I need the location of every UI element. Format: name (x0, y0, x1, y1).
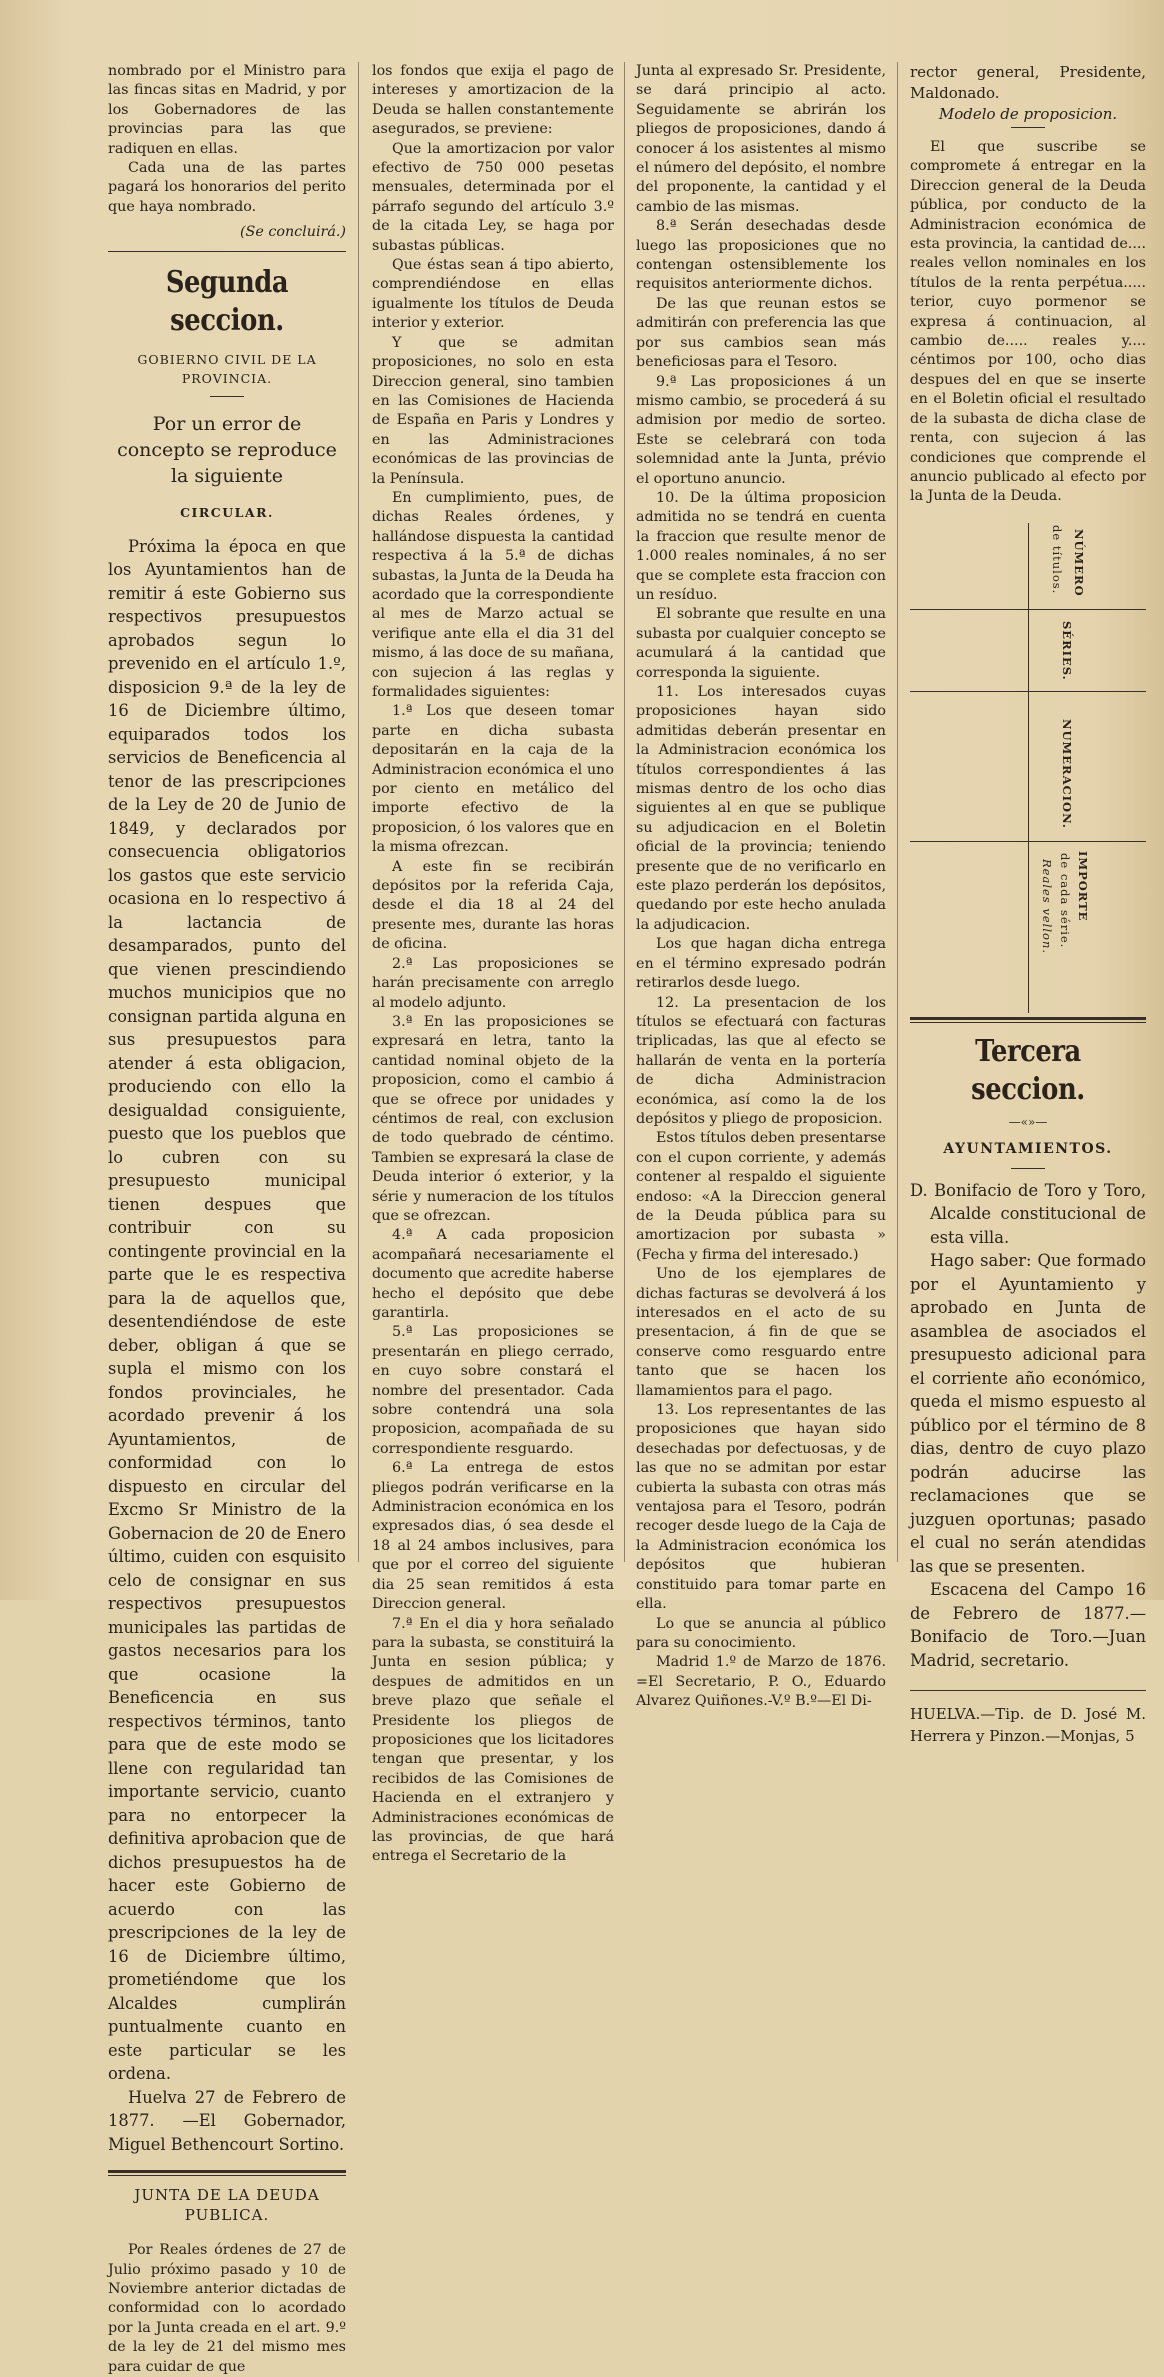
rule-11: 11. Los interesados cuyas proposiciones hayan sido admitidas deberán presentar en la Administracion económica los títulos correspondientes á las mismas dentro de los ocho dias siguientes al en que se publique su adjudicacion en el Boletin oficial de la provincia; teniendo presente que de no verificarlo en este plazo perderán los depósitos, quedando por este hecho anulada la adjudicacion. (636, 684, 886, 933)
column-3 (636, 62, 886, 1712)
paragraph: Que éstas sean á tipo abierto, comprendiéndose en ellas igualmente los títulos de Deuda interior y exterior. (372, 257, 614, 332)
gobierno-civil-heading: GOBIERNO CIVIL DE LA PROVINCIA. (137, 351, 317, 387)
rule-3: 3.ª En las proposiciones se expresará en letra, tanto la cantidad nominal objeto de la proposicion, como el cambio á que se ofrece por unidades y céntimos de real, con exclusion de todo quebrado de céntimo. Tambien se expresará la clase de Deuda interior ó exterior, y la série y numeracion de los títulos que se ofrezcan. (372, 1013, 614, 1224)
dash (210, 396, 244, 397)
paragraph: Los que hagan dicha entrega en el término expresado podrán retirarlos desde luego. (636, 936, 886, 992)
dash (1011, 127, 1045, 128)
col-header-series: SÉRIES. (1060, 620, 1074, 681)
paragraph: los fondos que exija el pago de intereses y amortizacion de la Deuda se hallen constantemente asegurados, se previene: (372, 63, 614, 138)
paragraph: Que la amortizacion por valor efectivo de 750 000 pesetas mensuales, determinada por el párrafo segundo del artículo 3.º de la citada Ley, se haga por subastas públicas. (372, 140, 614, 254)
table-vline (1028, 523, 1029, 1013)
divider (108, 251, 346, 252)
continued-text: nombrado por el Ministro para las fincas sitas en Madrid, y por los Gobernadores de las provincias para las que radiquen en ellas. (108, 63, 346, 157)
column-rule (624, 62, 625, 1562)
alcalde-heading: D. Bonifacio de Toro y Toro, Alcalde constitucional de esta villa. (910, 1180, 1146, 1247)
col-header-importe-sub: de cada série. (1058, 852, 1072, 949)
proposal-table (910, 523, 1146, 1013)
ornament: —«»— (1008, 1114, 1048, 1129)
col-header-importe-unit: Reales vellon. (1040, 858, 1054, 954)
paragraph: rector general, Presidente, Maldonado. (910, 63, 1146, 102)
col-header-numeracion: NUMERACION. (1060, 718, 1074, 829)
rule-9: 9.ª Las proposiciones á un mismo cambio, se procederá á su admision por medio de sorteo. Este se celebrará con toda solemnidad ante la Junta, prévio el oportuno anuncio. (636, 373, 886, 487)
junta-body: Por Reales órdenes de 27 de Julio próximo pasado y 10 de Noviembre anterior dictadas de conformidad con lo acordado por la Junta creada en el art. 9.º de la ley de 21 del mismo mes para cuidar de que (108, 2242, 346, 2375)
divider-double (910, 1017, 1146, 1023)
rule-7: 7.ª En el dia y hora señalado para la subasta, se constituirá la Junta en sesion pública; y despues de admitidos en un breve plazo que señale el Presidente los pliegos de proposiciones que los licitadores tengan que presentar, y los recibidos de las Comisiones de Hacienda en el extranjero y Administraciones económicas de las provincias, de que hará entrega el Secretario de la (372, 1615, 614, 1865)
column-rule (358, 62, 359, 1562)
column-rule (897, 62, 898, 1562)
column-2 (372, 62, 614, 1867)
table-row-rule (910, 609, 1146, 610)
column-4 (910, 62, 1146, 1747)
rule-12: 12. La presentacion de los títulos se efectuará con facturas triplicadas, las que al efecto se hallarán de venta en la portería de dicha Administracion económica, así como la de los depósitos y pliego de proposicion. (636, 994, 886, 1127)
paragraph: Y que se admitan proposiciones, no solo en esta Direccion general, sino tambien en las Comisiones de Hacienda de España en Paris y Londres y en las Administraciones económicas de las provincias de la Península. (372, 334, 614, 487)
table-row-rule (910, 841, 1146, 842)
paragraph: En cumplimiento, pues, de dichas Reales órdenes, y hallándose dispuesta la cantidad respectiva á la 5.ª de dichas subastas, la Junta de la Deuda ha acordado que la correspondiente al mes de Marzo actual se verifique ante ella el dia 31 del mismo, á las doce de su mañana, con sujecion á las reglas y formalidades siguientes: (372, 489, 614, 700)
col-header-importe: IMPORTE (1076, 850, 1090, 922)
divider (910, 1690, 1146, 1691)
junta-deuda-heading: JUNTA DE LA DEUDA PUBLICA. (134, 2186, 320, 2224)
rule-4: 4.ª A cada proposicion acompañará necesariamente el documento que acredite haberse hecho el depósito que debe garantirla. (372, 1227, 614, 1321)
paragraph: Lo que se anuncia al público para su conocimiento. (636, 1615, 886, 1651)
imprint: HUELVA.—Tip. de D. José M. Herrera y Pinzon.—Monjas, 5 (910, 1705, 1146, 1746)
rule-13: 13. Los representantes de las proposiciones que hayan sido desechadas por defectuosas, y de las que no se admitan por estar cubierta la subasta con otras más ventajosa para el Tesoro, podrán recoger desde luego de la Caja de la Administracion económica los depósitos que hubieran constituido para tomar parte en ella. (636, 1402, 886, 1613)
table-row-rule (910, 691, 1146, 692)
paragraph: Uno de los ejemplares de dichas facturas se devolverá á los interesados en el acto de su presentacion, á fin de que se conserve como resguardo entre tanto que se hacen los llamamientos para el pago. (636, 1266, 886, 1399)
modelo-heading: Modelo de proposicion. (938, 105, 1118, 123)
divider-double (108, 2170, 346, 2176)
column-1 (108, 62, 346, 2377)
col-header-numero: NÚMERO (1072, 528, 1086, 597)
circular-heading: CIRCULAR. (180, 505, 274, 521)
rule-8: 8.ª Serán desechadas desde luego las proposiciones que no contengan ostensiblemente los requisitos anteriormente dichos. (636, 218, 886, 293)
modelo-body: El que suscribe se compromete á entregar en la Direccion general de la Deuda pública, por conducto de la Administracion económica de esta provincia, la cantidad de.... reales vellon nominales en los títulos de la renta perpétua..... terior, cuyo pormenor se expresa á continuacion, al cambio de..... reales y.... céntimos por 100, ocho dias despues del en que se inserte en el Boletin oficial el resultado de la subasta de dicha clase de renta, con sujecion á las condiciones que comprende el anuncio publicado al efecto por la Junta de la Deuda. (910, 139, 1146, 505)
col-header-numero-sub: de títulos. (1050, 524, 1064, 595)
circular-body: Próxima la época en que los Ayuntamientos han de remitir á este Gobierno sus respectivos presupuestos aprobados segun lo prevenido en el artículo 1.º, disposicion 9.ª de la ley de 16 de Diciembre último, equiparados todos los servicios de Beneficencia al tenor de las prescripciones de la Ley de 20 de Junio de 1849, y declarados por consecuencia obligatorios los gastos que este servicio ocasiona en lo respectivo á la lactancia de desamparados, punto del que vienen prescindiendo muchos municipios que no consignan partida alguna en sus presupuestos para atender á esta obligacion, produciendo con ello la desigualdad consiguiente, puesto que los pueblos que lo cubren con su presupuesto municipal tienen despues que contribuir con su contingente provincial en la parte que le es respectiva para la de aquellos que, desentendiéndose de este deber, obligan á que se supla el mismo con los fondos provinciales, he acordado prevenir á los Ayuntamientos, de conformidad con lo dispuesto en circular del Excmo Sr Ministro de la Gobernacion de 20 de Enero último, cuiden con esquisito celo de consignar en sus respectivos presupuestos municipales las partidas de gastos necesarios para los que ocasione la Beneficencia en sus respectivos términos, tanto para que de este modo se llene con regularidad tan importante servicio, cuanto para no entorpecer la definitiva aprobacion que de dichos presupuestos ha de hacer este Gobierno de acuerdo con las prescripciones de la ley de 16 de Diciembre último, prometiéndome que los Alcaldes cumplirán puntualmente cuanto en este particular se les ordena. (108, 536, 346, 2084)
ayuntamiento-signature: Escacena del Campo 16 de Febrero de 1877.—Bonifacio de Toro.—Juan Madrid, secretario. (910, 1580, 1146, 1670)
section-title-segunda: Segunda seccion. (165, 264, 289, 338)
rule-6: 6.ª La entrega de estos pliegos podrán verificarse en la Administracion económica en los expresados dias, ó sea desde el 18 al 24 ambos inclusives, para que por el correo del siguiente dia 25 sean remitidos á esta Direccion general. (372, 1460, 614, 1613)
rule-1: 1.ª Los que deseen tomar parte en dicha subasta depositarán en la caja de la Administracion económica el uno por ciento en metálico del importe efectivo de la proposicion, ó los valores que en la misma ofrezcan. (372, 703, 614, 856)
rule-2: 2.ª Las proposiciones se harán precisamente con arreglo al modelo adjunto. (372, 955, 614, 1011)
signature: Madrid 1.º de Marzo de 1876. =El Secretario, P. O., Eduardo Alvarez Quiñones.-V.º B.º—El Di- (636, 1654, 886, 1710)
paragraph: Junta al expresado Sr. Presidente, se dará principio al acto. Seguidamente se abrirán los pliegos de proposiciones, dando á conocer á los asistentes al mismo el número del depósito, el nombre del proponente, la cantidad y el cambio de las mismas. (636, 63, 886, 215)
ayuntamientos-heading: AYUNTAMIENTOS. (943, 1141, 1113, 1158)
dash (1011, 1168, 1045, 1169)
rule-5: 5.ª Las proposiciones se presentarán en pliego cerrado, en cuyo sobre constará el nombre del presentador. Cada sobre contendrá una sola proposicion, acompañada de su correspondiente resguardo. (372, 1324, 614, 1457)
section-title-tercera: Tercera seccion. (971, 1033, 1085, 1107)
paragraph: De las que reunan estos se admitirán con preferencia las que por sus cambios sean más beneficiosas para el Tesoro. (636, 295, 886, 371)
continued-text-2: Cada una de las partes pagará los honorarios del perito que haya nombrado. (108, 160, 346, 215)
paragraph: El sobrante que resulte en una subasta por cualquier concepto se acumulará á la cantidad que corresponda la siguiente. (636, 606, 886, 681)
circular-signature: Huelva 27 de Febrero de 1877. —El Gobernador, Miguel Bethencourt Sortino. (108, 2087, 346, 2154)
ayuntamiento-body: Hago saber: Que formado por el Ayuntamiento y aprobado en Junta de asamblea de asociados el presupuesto adicional para el corriente año económico, queda el mismo espuesto al público por el término de 8 dias, dentro de cuyo plazo podrán aducirse las reclamaciones que se juzguen oportunas; pasado el cual no serán atendidas las que se presenten. (910, 1251, 1146, 1576)
to-be-concluded: (Se concluirá.) (239, 224, 346, 241)
paragraph: A este fin se recibirán depósitos por la referida Caja, desde el dia 18 al 24 del presente mes, durante las horas de oficina. (372, 858, 614, 953)
rule-10: 10. De la última proposicion admitida no se tendrá en cuenta la fraccion que resulte menor de 1.000 reales nominales, á no ser que se complete esta fraccion con un resíduo. (636, 489, 886, 603)
paragraph: Estos títulos deben presentarse con el cupon corriente, y además contener al respaldo el siguiente endoso: «A la Direccion general de la Deuda pública para su amortizacion por subasta » (Fecha y firma del interesado.) (636, 1130, 886, 1263)
error-notice-heading: Por un error de concepto se reproduce la siguiente (117, 413, 337, 488)
